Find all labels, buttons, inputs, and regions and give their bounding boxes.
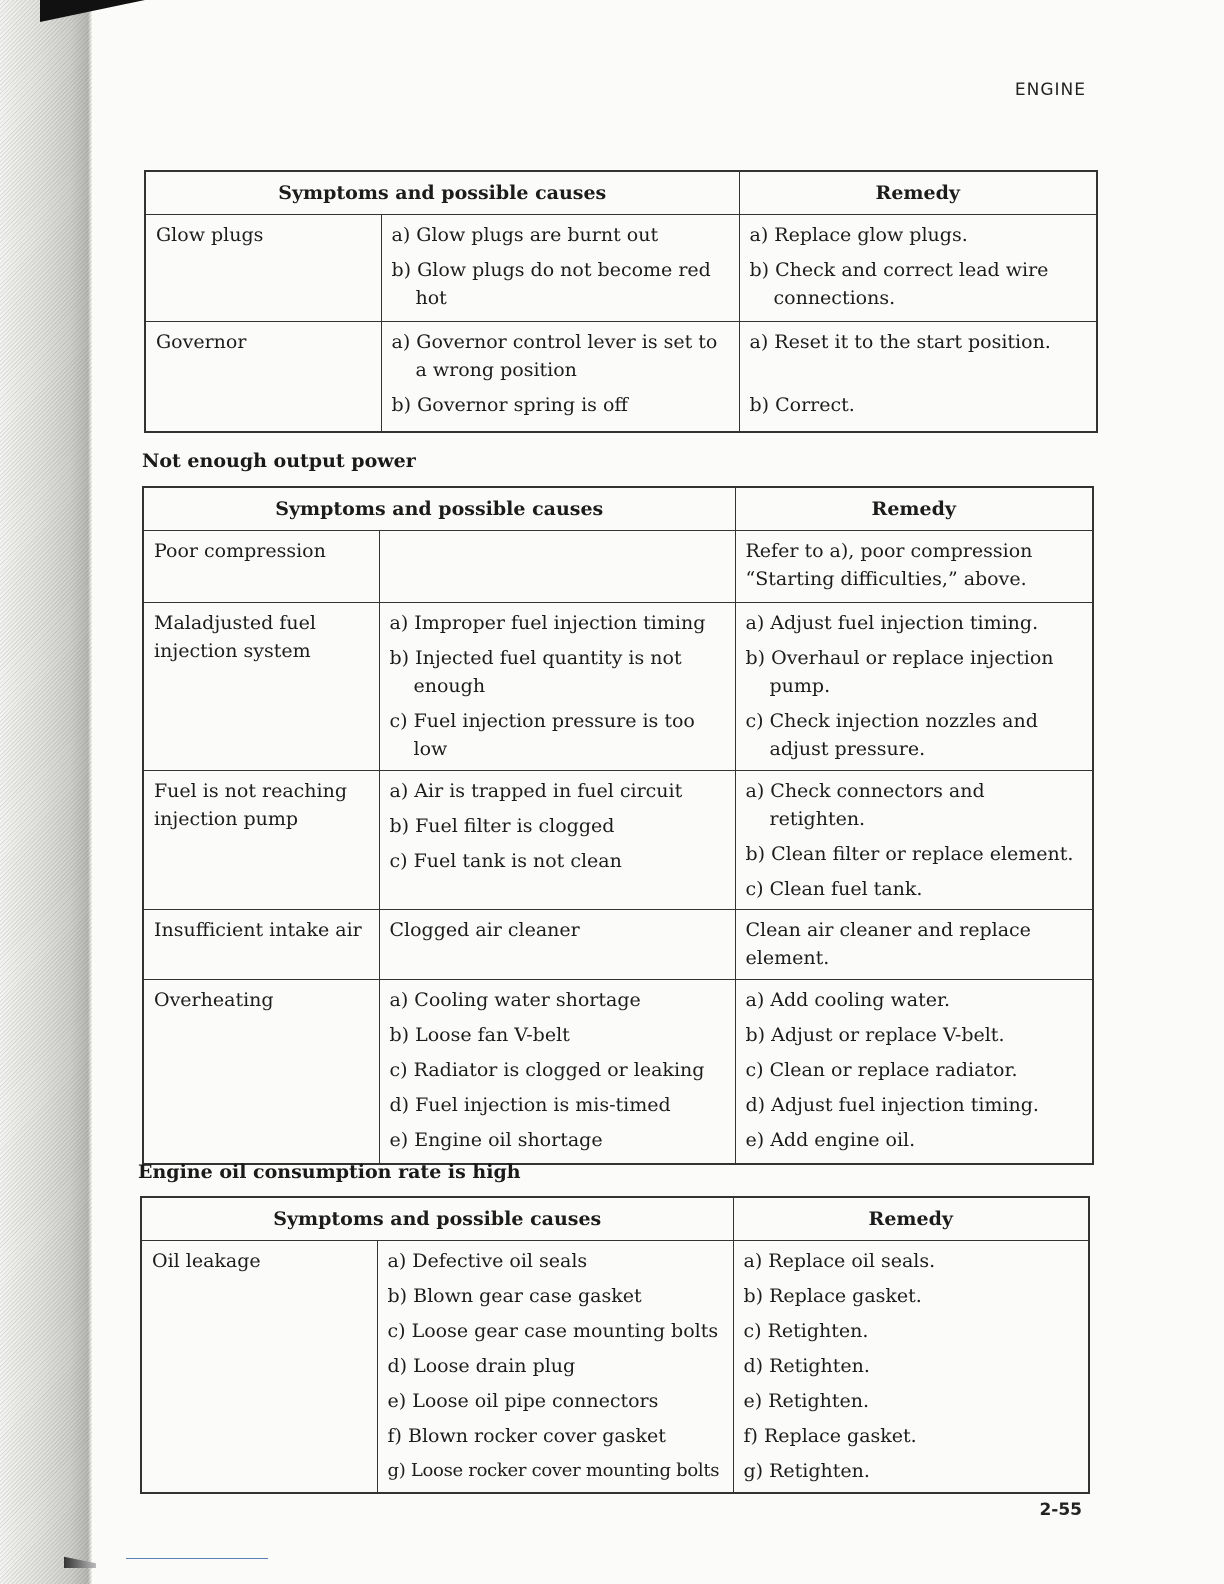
- remedies-cell: [735, 531, 1093, 603]
- section-title-output-power: Not enough output power: [142, 450, 416, 472]
- remedy-item: d) Adjust fuel injection timing.: [745, 1094, 1039, 1116]
- symptoms-header: Symptoms and possible causes: [143, 487, 735, 531]
- symptoms-header: Symptoms and possible causes: [145, 171, 739, 215]
- symptom-cell: [145, 215, 381, 322]
- cause-item: c) Loose gear case mounting bolts: [387, 1320, 719, 1342]
- running-head: ENGINE: [1014, 80, 1086, 100]
- causes-cell: [379, 603, 735, 771]
- causes-cell: [381, 215, 739, 322]
- cause-item: e) Engine oil shortage: [389, 1129, 603, 1151]
- remedy-item: c) Retighten.: [743, 1320, 869, 1342]
- table-row: [143, 910, 1093, 980]
- scan-corner-mark: [40, 0, 145, 22]
- cause-item: b) Blown gear case gasket: [387, 1285, 642, 1307]
- table-row: [141, 1241, 1089, 1493]
- table-row: [145, 215, 1097, 322]
- cause-item: a) Defective oil seals: [387, 1250, 588, 1272]
- remedy-item: b) Replace gasket.: [743, 1285, 922, 1307]
- remedies-cell: [735, 910, 1093, 980]
- footer-rule: [126, 1558, 268, 1559]
- remedy-item: a) Add cooling water.: [745, 989, 950, 1011]
- remedy-item: c) Check injection nozzles and adjust pressure.: [745, 710, 1038, 760]
- remedy-item: Refer to a), poor compression “Starting difficulties,” above.: [745, 540, 1033, 590]
- remedy-item: d) Retighten.: [743, 1355, 870, 1377]
- remedy-item: a) Replace oil seals.: [743, 1250, 936, 1272]
- cause-item: Clogged air cleaner: [389, 919, 580, 941]
- remedy-item: e) Add engine oil.: [745, 1129, 916, 1151]
- symptom-cell: [143, 531, 379, 603]
- symptom-cell: [143, 771, 379, 910]
- cause-item: d) Loose drain plug: [387, 1355, 576, 1377]
- troubleshooting-table-2: [142, 486, 1094, 1165]
- symptom-label: Maladjusted fuel injection system: [154, 612, 316, 662]
- remedy-item: a) Reset it to the start position.: [749, 331, 1051, 353]
- cause-item: e) Loose oil pipe connectors: [387, 1390, 659, 1412]
- symptom-cell: [143, 910, 379, 980]
- table-header-row: [145, 171, 1097, 215]
- causes-cell: [379, 980, 735, 1164]
- remedy-item: g) Retighten.: [743, 1460, 870, 1482]
- table-header-row: [143, 487, 1093, 531]
- cause-item: a) Improper fuel injection timing: [389, 612, 706, 634]
- table-row: [143, 603, 1093, 771]
- symptom-cell: [141, 1241, 377, 1493]
- remedy-item: Clean air cleaner and replace element.: [745, 919, 1031, 969]
- causes-cell: [379, 771, 735, 910]
- section-title-oil-consumption: Engine oil consumption rate is high: [138, 1161, 521, 1183]
- remedy-item: a) Check connectors and retighten.: [745, 780, 985, 830]
- cause-item: b) Glow plugs do not become red hot: [391, 259, 711, 309]
- page-binding-edge: [0, 0, 92, 1584]
- cause-item: b) Fuel filter is clogged: [389, 815, 615, 837]
- table-row: [143, 980, 1093, 1164]
- cause-item: b) Injected fuel quantity is not enough: [389, 647, 682, 697]
- remedy-header: Remedy: [739, 171, 1097, 215]
- causes-cell: [381, 322, 739, 432]
- symptom-label: Fuel is not reaching injection pump: [154, 780, 348, 830]
- symptom-cell: [143, 980, 379, 1164]
- cause-item: g) Loose rocker cover mounting bolts: [387, 1460, 720, 1481]
- remedies-cell: [739, 215, 1097, 322]
- cause-item: f) Blown rocker cover gasket: [387, 1425, 666, 1447]
- remedies-cell: [739, 322, 1097, 432]
- remedy-item: f) Replace gasket.: [743, 1425, 917, 1447]
- symptom-label: Oil leakage: [152, 1250, 261, 1272]
- troubleshooting-table-1: [144, 170, 1098, 433]
- remedies-cell: [735, 771, 1093, 910]
- table-row: [145, 322, 1097, 432]
- table-row: [143, 531, 1093, 603]
- cause-item: c) Fuel injection pressure is too low: [389, 710, 695, 760]
- cause-item: d) Fuel injection is mis-timed: [389, 1094, 671, 1116]
- symptoms-header: Symptoms and possible causes: [141, 1197, 733, 1241]
- remedy-header: Remedy: [733, 1197, 1089, 1241]
- table-row: [143, 771, 1093, 910]
- remedy-item: e) Retighten.: [743, 1390, 870, 1412]
- cause-item: a) Governor control lever is set to a wrong position: [391, 331, 718, 381]
- remedies-cell: [735, 980, 1093, 1164]
- remedy-item: b) Check and correct lead wire connections.: [749, 259, 1049, 309]
- remedy-item: a) Adjust fuel injection timing.: [745, 612, 1039, 634]
- remedy-item: c) Clean fuel tank.: [745, 878, 923, 900]
- remedy-header: Remedy: [735, 487, 1093, 531]
- remedy-item: c) Clean or replace radiator.: [745, 1059, 1018, 1081]
- symptom-cell: [145, 322, 381, 432]
- page-number: 2-55: [1039, 1500, 1082, 1520]
- cause-item: a) Glow plugs are burnt out: [391, 224, 659, 246]
- cause-item: c) Fuel tank is not clean: [389, 850, 622, 872]
- cause-item: c) Radiator is clogged or leaking: [389, 1059, 705, 1081]
- causes-cell: [377, 1241, 733, 1493]
- cause-item: a) Air is trapped in fuel circuit: [389, 780, 683, 802]
- symptom-cell: [143, 603, 379, 771]
- symptom-label: Glow plugs: [156, 224, 264, 246]
- symptom-label: Governor: [156, 331, 247, 353]
- symptom-label: Insufficient intake air: [154, 919, 362, 941]
- remedy-item: b) Clean filter or replace element.: [745, 843, 1074, 865]
- cause-item: a) Cooling water shortage: [389, 989, 641, 1011]
- cause-item: b) Governor spring is off: [391, 394, 628, 416]
- troubleshooting-table-3: [140, 1196, 1090, 1494]
- remedies-cell: [733, 1241, 1089, 1493]
- remedies-cell: [735, 603, 1093, 771]
- causes-cell: [379, 531, 735, 603]
- remedy-item: b) Overhaul or replace injection pump.: [745, 647, 1054, 697]
- remedy-item: b) Adjust or replace V-belt.: [745, 1024, 1005, 1046]
- causes-cell: [379, 910, 735, 980]
- table-header-row: [141, 1197, 1089, 1241]
- remedy-item: a) Replace glow plugs.: [749, 224, 968, 246]
- symptom-label: Overheating: [154, 989, 274, 1011]
- symptom-label: Poor compression: [154, 540, 326, 562]
- cause-item: b) Loose fan V-belt: [389, 1024, 570, 1046]
- remedy-item: b) Correct.: [749, 394, 855, 416]
